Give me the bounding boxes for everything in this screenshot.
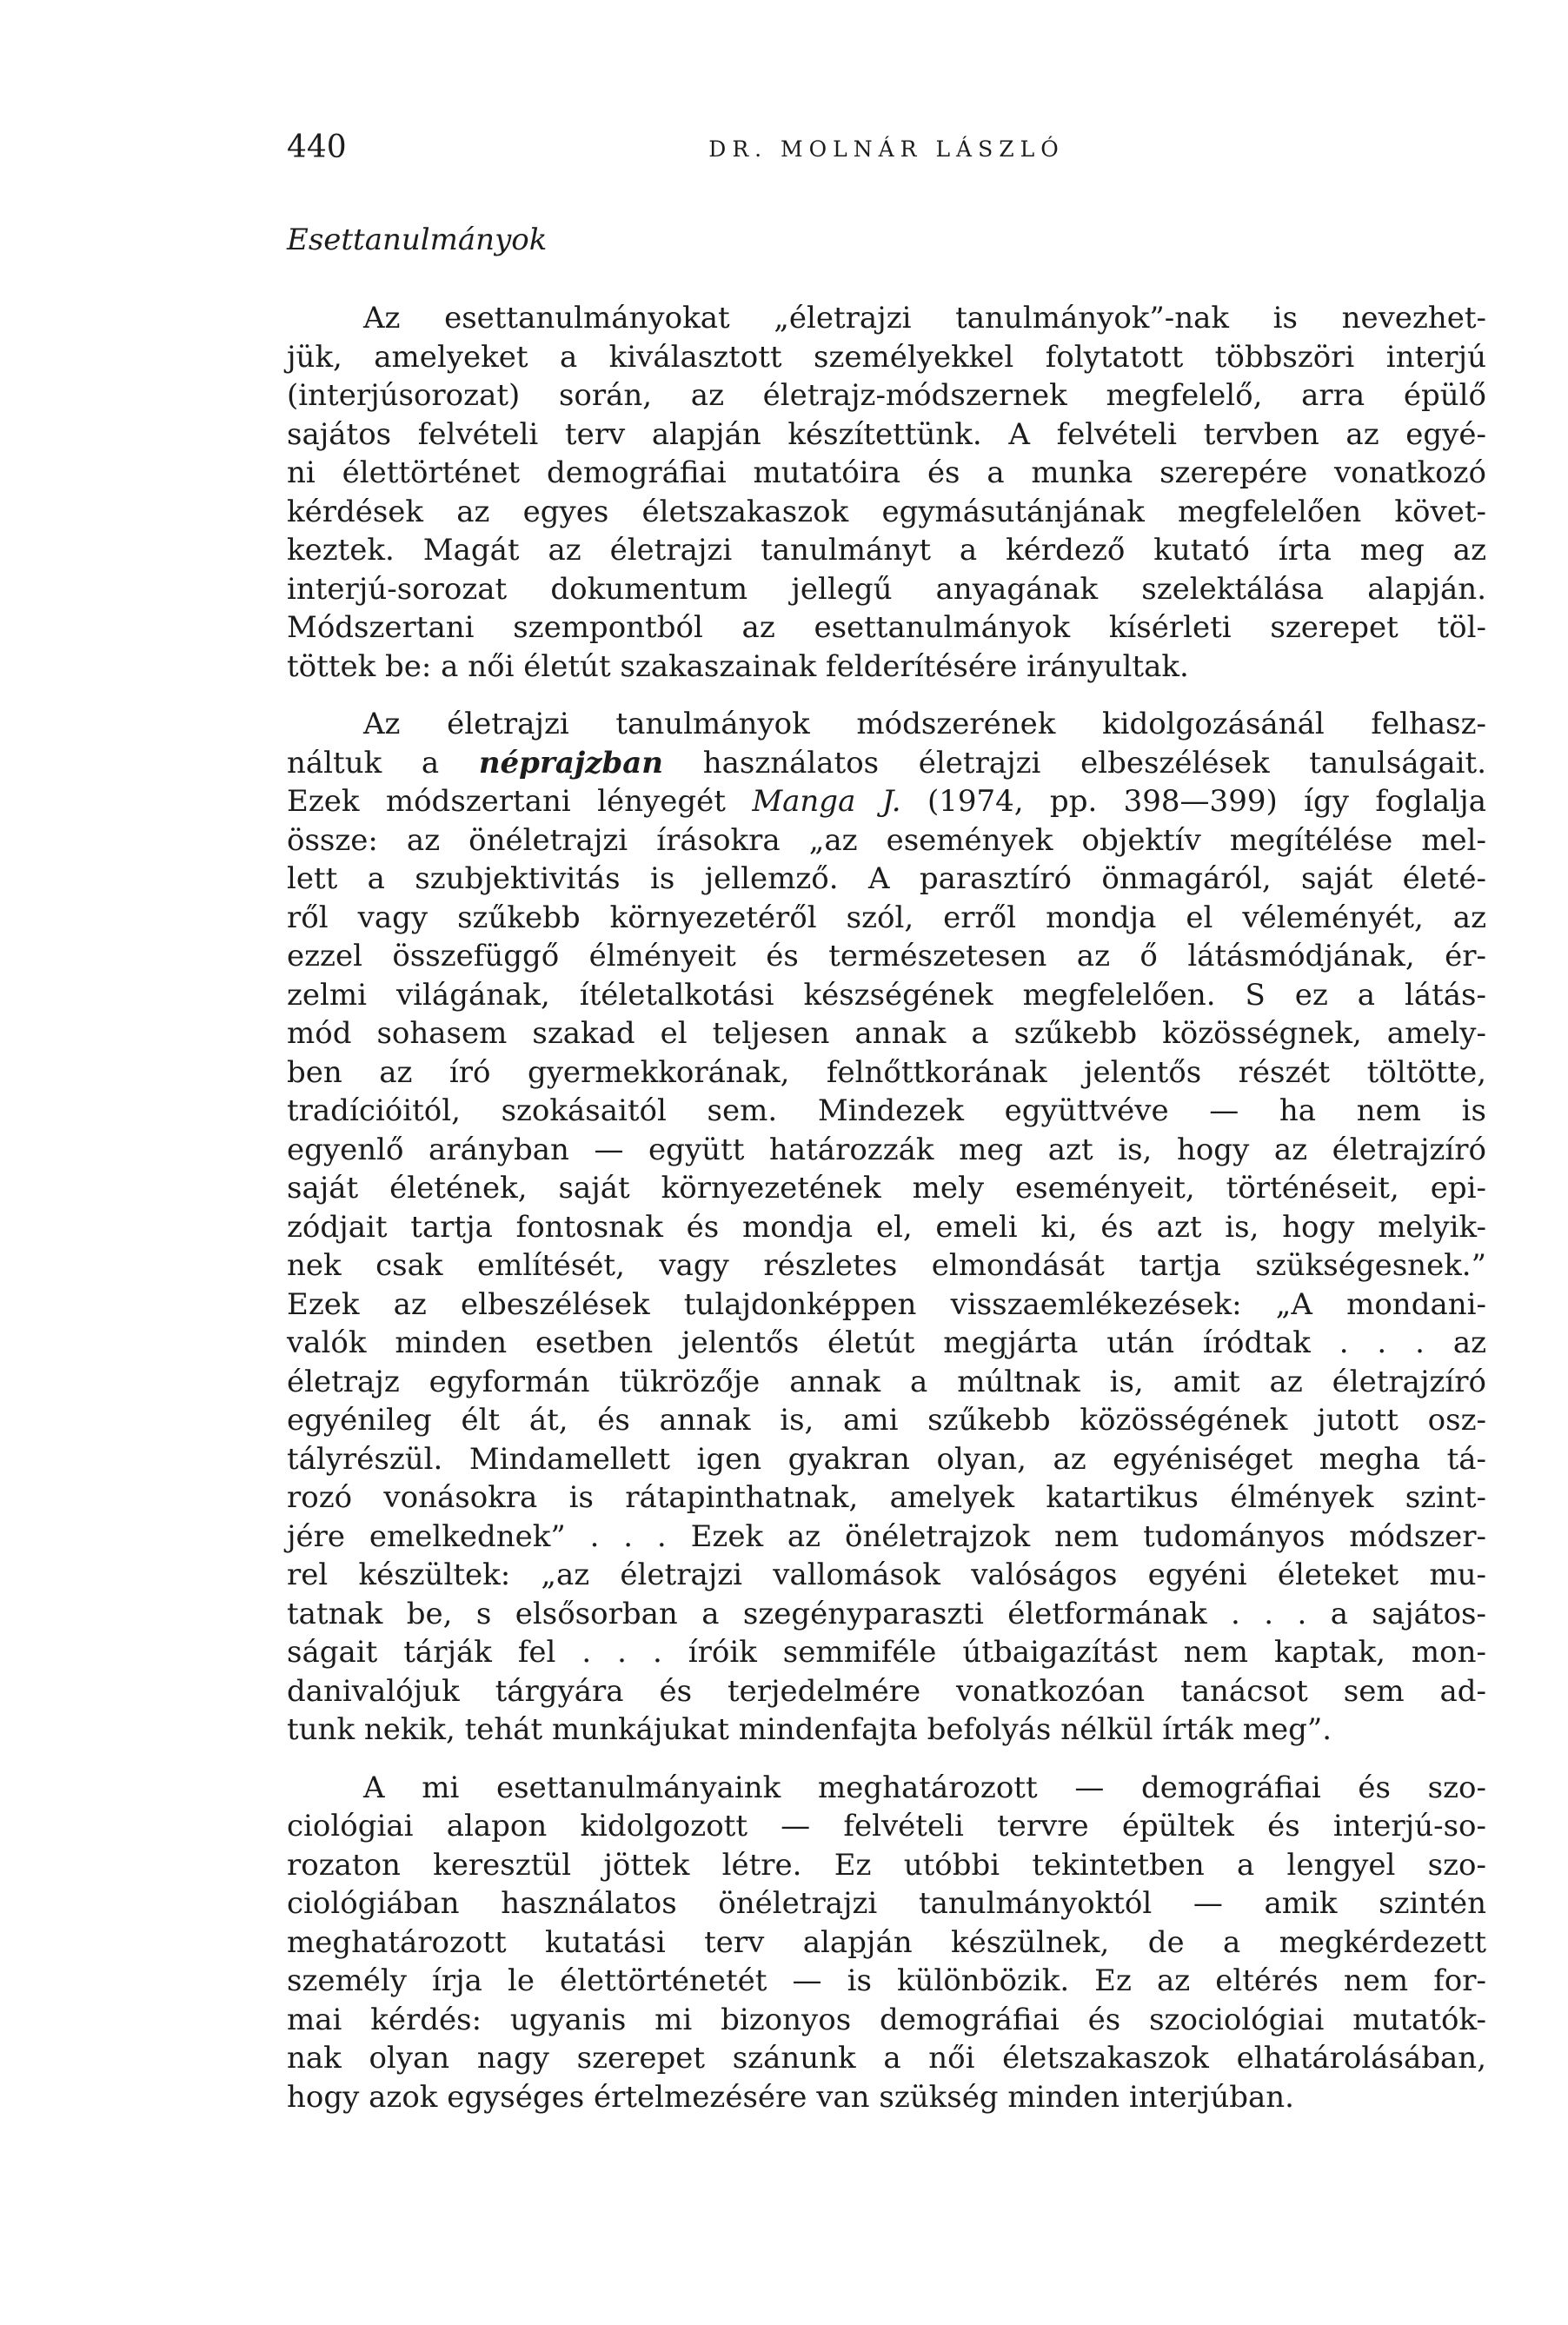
text-line: zelmi világának, ítéletalkotási készségének megfelelően. S ez a látás- xyxy=(287,977,1486,1013)
text-line: Módszertani szempontból az esettanulmányok kísérleti szerepet töl- xyxy=(287,610,1486,645)
text-line: nek csak említését, vagy részletes elmondását tartja szükségesnek.” xyxy=(287,1248,1486,1283)
text-line: sajátos felvételi terv alapján készítettünk. A felvételi tervben az egyé- xyxy=(287,416,1486,452)
text-line: meghatározott kutatási terv alapján készülnek, de a megkérdezett xyxy=(287,1924,1486,1960)
text-line: Az életrajzi tanulmányok módszerének kidolgozásánál felhasz- xyxy=(363,707,1486,741)
document-page xyxy=(287,0,1486,2325)
text-line: (interjúsorozat) során, az életrajz-módszernek megfelelő, arra épülő xyxy=(287,378,1486,413)
text-line: nak olyan nagy szerepet szánunk a női életszakaszok elhatárolásában, xyxy=(287,2041,1486,2076)
text-line: A mi esettanulmányaink meghatározott — demográfiai és szo- xyxy=(363,1770,1486,1805)
text-line: mai kérdés: ugyanis mi bizonyos demográfiai és szociológiai mutatók- xyxy=(287,2002,1486,2037)
text-line: mód sohasem szakad el teljesen annak a szűkebb közösségnek, amely- xyxy=(287,1016,1486,1051)
text-line: tályrészül. Mindamellett igen gyakran olyan, az egyéniséget megha tá- xyxy=(287,1441,1486,1477)
running-title: DR. MOLNÁR LÁSZLÓ xyxy=(708,136,1065,162)
text-line: keztek. Magát az életrajzi tanulmányt a kérdező kutató írta meg az xyxy=(287,533,1486,568)
text-line: kérdések az egyes életszakaszok egymásutánjának megfelelően követ- xyxy=(287,494,1486,529)
text-line: ezzel összefüggő élményeit és természetesen az ő látásmódjának, ér- xyxy=(287,939,1486,973)
text-line: életrajz egyformán tükrözője annak a múltnak is, amit az életrajzíró xyxy=(287,1364,1486,1399)
text-line: tradícióitól, szokásaitól sem. Mindezek együttvéve — ha nem is xyxy=(287,1093,1486,1128)
text-line: rozó vonásokra is rátapinthatnak, amelyek katartikus élmények szint- xyxy=(287,1480,1486,1515)
text-line: ni élettörténet demográfiai mutatóira és a munka szerepére vonatkozó xyxy=(287,455,1486,490)
text-line: össze: az önéletrajzi írásokra „az események objektív megítélése mel- xyxy=(287,822,1486,858)
text-line: ságait tárják fel . . . íróik semmiféle útbaigazítást nem kaptak, mon- xyxy=(287,1635,1486,1670)
text-line: tatnak be, s elsősorban a szegényparaszti életformának . . . a sajátos- xyxy=(287,1596,1486,1631)
text-line: egyénileg élt át, és annak is, ami szűkebb közösségének jutott osz- xyxy=(287,1403,1486,1438)
text-line: jére emelkednek” . . . Ezek az önéletrajzok nem tudományos módszer- xyxy=(287,1518,1486,1554)
text-line: rozaton keresztül jöttek létre. Ez utóbbi tekintetben a lengyel szo- xyxy=(287,1847,1486,1883)
text-line: danivalójuk tárgyára és terjedelmére vonatkozóan tanácsot sem ad- xyxy=(287,1673,1486,1709)
text-line: ciológiában használatos önéletrajzi tanulmányoktól — amik szintén xyxy=(287,1886,1486,1921)
text-line: lett a szubjektivitás is jellemző. A parasztíró önmagáról, saját életé- xyxy=(287,861,1486,896)
text-line: rel készültek: „az életrajzi vallomások valóságos egyéni életeket mu- xyxy=(287,1558,1486,1592)
text-line: valók minden esetben jelentős életút megjárta után íródtak . . . az xyxy=(287,1325,1486,1360)
text-line: Ezek módszertani lényegét Manga J. (1974, pp. 398—399) így foglalja xyxy=(287,784,1486,819)
text-line: saját életének, saját környezetének mely eseményeit, történéseit, epi- xyxy=(287,1171,1486,1206)
text-line: hogy azok egységes értelmezésére van szükség minden interjúban. xyxy=(287,2079,1294,2115)
text-line: Ezek az elbeszélések tulajdonképpen visszaemlékezések: „A mondani- xyxy=(287,1286,1486,1322)
text-line: ciológiai alapon kidolgozott — felvételi tervre épültek és interjú-so- xyxy=(287,1809,1486,1843)
text-line: interjú-sorozat dokumentum jellegű anyagának szelektálása alapján. xyxy=(287,571,1486,607)
running-head xyxy=(287,129,1486,172)
body-text xyxy=(287,299,1486,2116)
section-title: Esettanulmányok xyxy=(287,223,548,257)
text-line: ben az író gyermekkorának, felnőttkorának jelentős részét töltötte, xyxy=(287,1054,1486,1090)
paragraph-1 xyxy=(287,299,1486,686)
text-line: ről vagy szűkebb környezetéről szól, erről mondja el véleményét, az xyxy=(287,900,1486,935)
paragraph-2 xyxy=(287,705,1486,1750)
emphasized-term: néprajzban xyxy=(478,745,664,781)
text-line: jük, amelyeket a kiválasztott személyekkel folytatott többszöri interjú xyxy=(287,339,1486,375)
emphasized-term: Manga J. xyxy=(752,784,901,819)
text-line: töttek be: a női életút szakaszainak felderítésére irányultak. xyxy=(287,648,1189,684)
text-line: Az esettanulmányokat „életrajzi tanulmányok”-nak is nevezhet- xyxy=(363,301,1486,335)
text-line: egyenlő arányban — együtt határozzák meg azt is, hogy az életrajzíró xyxy=(287,1132,1486,1167)
page-number: 440 xyxy=(287,130,347,165)
paragraph-3 xyxy=(287,1769,1486,2117)
text-line: náltuk a néprajzban használatos életrajzi elbeszélések tanulságait. xyxy=(287,745,1486,781)
text-line: személy írja le élettörténetét — is különbözik. Ez az eltérés nem for- xyxy=(287,1963,1486,1998)
text-line: zódjait tartja fontosnak és mondja el, emeli ki, és azt is, hogy melyik- xyxy=(287,1209,1486,1245)
text-line: tunk nekik, tehát munkájukat mindenfajta befolyás nélkül írták meg”. xyxy=(287,1712,1332,1747)
